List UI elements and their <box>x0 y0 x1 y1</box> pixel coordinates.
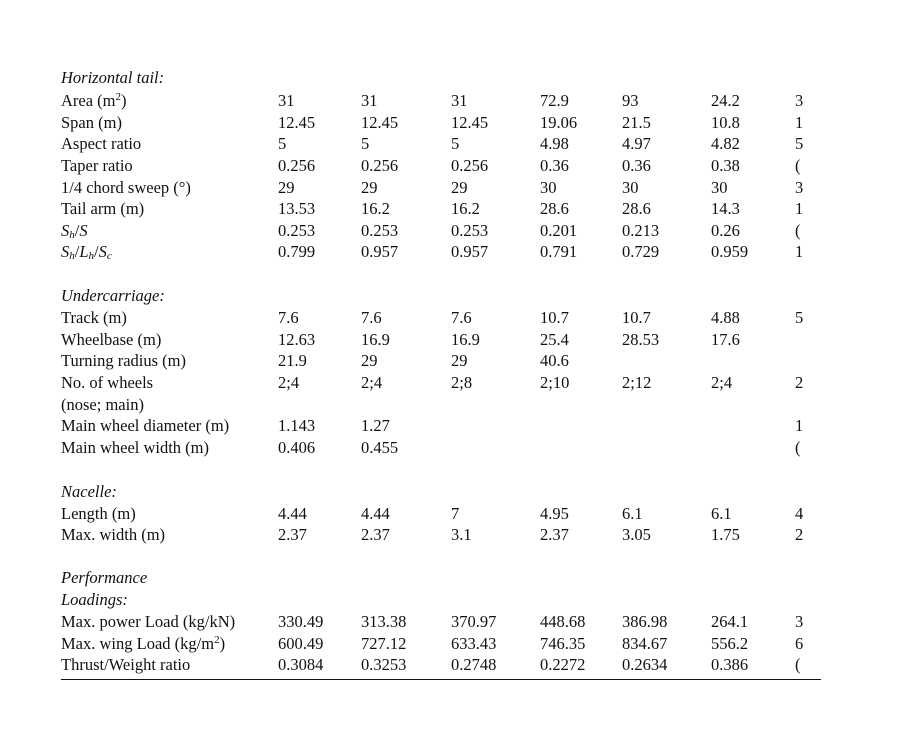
table-cell: 6 <box>795 634 804 653</box>
table-cell: ( <box>795 156 801 175</box>
table-cell: 93 <box>622 91 639 110</box>
table-row <box>0 133 900 155</box>
table-cell: 16.9 <box>451 330 480 349</box>
table-cell: 4.82 <box>711 134 740 153</box>
table-cell: 4.44 <box>361 504 390 523</box>
table-cell: 5 <box>361 134 370 153</box>
row-label: Max. width (m) <box>61 525 166 544</box>
table-row <box>0 372 900 394</box>
table-cell: 7.6 <box>361 308 382 327</box>
table-cell: 386.98 <box>622 612 668 631</box>
row-label: Turning radius (m) <box>61 351 186 370</box>
table-cell: 727.12 <box>361 634 407 653</box>
table-bottom-rule <box>61 679 821 680</box>
table-row <box>0 394 900 416</box>
table-row <box>0 155 900 177</box>
table-cell: 5 <box>795 134 804 153</box>
table-cell: 28.53 <box>622 330 660 349</box>
row-label: Max. power Load (kg/kN) <box>61 612 236 631</box>
row-label: Taper ratio <box>61 156 133 175</box>
table-cell: 17.6 <box>711 330 740 349</box>
table-cell: 0.2748 <box>451 655 497 674</box>
table-cell: 3 <box>795 612 804 631</box>
table-cell: 4.98 <box>540 134 569 153</box>
table-cell: 0.38 <box>711 156 740 175</box>
table-cell: 2;12 <box>622 373 652 392</box>
table-row <box>0 350 900 372</box>
row-label: (nose; main) <box>61 395 144 414</box>
row-label: Main wheel diameter (m) <box>61 416 230 435</box>
table-cell: 2.37 <box>361 525 390 544</box>
table-cell: 24.2 <box>711 91 740 110</box>
table-row <box>0 198 900 220</box>
row-label: Aspect ratio <box>61 134 142 153</box>
table-row <box>0 220 900 242</box>
table-cell: 0.36 <box>540 156 569 175</box>
table-cell: ( <box>795 221 801 240</box>
row-label-sh-s: Sh/S <box>61 221 88 241</box>
table-cell: 2 <box>795 373 804 392</box>
section-title-performance: Performance <box>61 568 148 587</box>
table-row <box>0 415 900 437</box>
row-label-wing-load: Max. wing Load $(kg/m^2)$ <box>61 634 226 653</box>
table-cell: 12.63 <box>278 330 316 349</box>
table-cell: 21.5 <box>622 113 651 132</box>
table-cell: 0.3084 <box>278 655 324 674</box>
table-cell: 448.68 <box>540 612 586 631</box>
table-cell: 3 <box>795 178 804 197</box>
table-cell: 264.1 <box>711 612 749 631</box>
table-cell: 5 <box>451 134 460 153</box>
table-cell: 72.9 <box>540 91 569 110</box>
table-cell: 0.799 <box>278 242 316 261</box>
table-cell: 31 <box>361 91 378 110</box>
table-cell: 1 <box>795 416 804 435</box>
table-cell: 2;8 <box>451 373 473 392</box>
table-cell: 330.49 <box>278 612 324 631</box>
table-cell: 0.256 <box>278 156 316 175</box>
section-title-nacelle: Nacelle: <box>61 482 117 501</box>
table-cell: 25.4 <box>540 330 569 349</box>
section-title-horizontal-tail: Horizontal tail: <box>61 68 165 87</box>
row-label: Tail arm (m) <box>61 199 145 218</box>
table-cell: 1.143 <box>278 416 316 435</box>
table-cell: 31 <box>278 91 295 110</box>
table-row <box>0 112 900 134</box>
row-label: Length (m) <box>61 504 136 523</box>
section-subtitle-loadings: Loadings: <box>61 590 128 609</box>
table-row <box>0 503 900 525</box>
table-cell: 29 <box>451 351 468 370</box>
row-label-sh-lh-sc: Sh/Lh/Sc <box>61 242 112 262</box>
table-row <box>0 633 900 655</box>
table-cell: 2;10 <box>540 373 570 392</box>
table-row <box>0 90 900 112</box>
table-cell: 12.45 <box>278 113 316 132</box>
table-cell: 7.6 <box>278 308 299 327</box>
table-cell: 12.45 <box>361 113 399 132</box>
table-cell: 5 <box>795 308 804 327</box>
table-cell: 0.791 <box>540 242 578 261</box>
table-cell: 746.35 <box>540 634 586 653</box>
row-label: Span (m) <box>61 113 122 132</box>
table-cell: 0.2272 <box>540 655 586 674</box>
table-cell: 633.43 <box>451 634 497 653</box>
table-cell: 16.2 <box>451 199 480 218</box>
table-row <box>0 329 900 351</box>
row-label: Main wheel width (m) <box>61 438 210 457</box>
table-cell: 0.253 <box>278 221 316 240</box>
table-cell: 4.95 <box>540 504 569 523</box>
table-cell: 16.2 <box>361 199 390 218</box>
table-cell: 28.6 <box>622 199 651 218</box>
table-cell: 14.3 <box>711 199 740 218</box>
table-cell: 0.253 <box>361 221 399 240</box>
table-row <box>0 307 900 329</box>
table-cell: 1 <box>795 113 804 132</box>
row-label-area: Area $(m^2)$ <box>61 91 127 110</box>
table-cell: 30 <box>711 178 728 197</box>
table-cell: ( <box>795 438 801 457</box>
table-cell: 1 <box>795 199 804 218</box>
table-cell: 0.3253 <box>361 655 407 674</box>
table-cell: 29 <box>361 351 378 370</box>
table-cell: 4 <box>795 504 804 523</box>
table-cell: 0.959 <box>711 242 749 261</box>
table-cell: 30 <box>540 178 557 197</box>
table-cell: 2.37 <box>540 525 569 544</box>
table-cell: 10.7 <box>622 308 651 327</box>
table-cell: 4.97 <box>622 134 651 153</box>
table-cell: 29 <box>278 178 295 197</box>
table-cell: 0.2634 <box>622 655 668 674</box>
section-title-undercarriage: Undercarriage: <box>61 286 165 305</box>
table-row <box>0 611 900 633</box>
table-cell: 1.27 <box>361 416 390 435</box>
row-label: Wheelbase (m) <box>61 330 162 349</box>
table-cell: 3.1 <box>451 525 472 544</box>
table-cell: 4.44 <box>278 504 307 523</box>
table-cell: 313.38 <box>361 612 407 631</box>
table-cell: 29 <box>451 178 468 197</box>
table-cell: 0.957 <box>451 242 489 261</box>
table-cell: ( <box>795 655 801 674</box>
table-row <box>0 524 900 546</box>
table-cell: 1.75 <box>711 525 740 544</box>
table-row <box>0 654 900 676</box>
table-cell: 6.1 <box>622 504 643 523</box>
table-cell: 7.6 <box>451 308 472 327</box>
table-cell: 12.45 <box>451 113 489 132</box>
row-label: 1/4 chord sweep (°) <box>61 178 191 197</box>
table-cell: 6.1 <box>711 504 732 523</box>
table-cell: 2.37 <box>278 525 307 544</box>
table-cell: 29 <box>361 178 378 197</box>
table-cell: 3.05 <box>622 525 651 544</box>
table-cell: 0.957 <box>361 242 399 261</box>
table-cell: 0.36 <box>622 156 651 175</box>
table-cell: 16.9 <box>361 330 390 349</box>
table-cell: 2 <box>795 525 804 544</box>
table-cell: 2;4 <box>361 373 383 392</box>
table-cell: 13.53 <box>278 199 316 218</box>
table-row <box>0 177 900 199</box>
row-label: Track (m) <box>61 308 127 327</box>
table-cell: 40.6 <box>540 351 569 370</box>
table-cell: 21.9 <box>278 351 307 370</box>
table-cell: 0.729 <box>622 242 660 261</box>
table-cell: 0.386 <box>711 655 749 674</box>
table-cell: 0.256 <box>361 156 399 175</box>
table-cell: 0.26 <box>711 221 740 240</box>
table-cell: 2;4 <box>278 373 300 392</box>
table-cell: 4.88 <box>711 308 740 327</box>
table-cell: 600.49 <box>278 634 324 653</box>
table-cell: 30 <box>622 178 639 197</box>
table-cell: 556.2 <box>711 634 749 653</box>
table-cell: 0.253 <box>451 221 489 240</box>
table-cell: 2;4 <box>711 373 733 392</box>
table-cell: 7 <box>451 504 460 523</box>
table-cell: 10.8 <box>711 113 740 132</box>
table-cell: 19.06 <box>540 113 578 132</box>
table-cell: 28.6 <box>540 199 569 218</box>
table-cell: 834.67 <box>622 634 668 653</box>
row-label: No. of wheels <box>61 373 154 392</box>
table-cell: 0.406 <box>278 438 316 457</box>
table-cell: 370.97 <box>451 612 497 631</box>
table-row <box>0 241 900 263</box>
table-row <box>0 437 900 459</box>
table-cell: 10.7 <box>540 308 569 327</box>
table-cell: 1 <box>795 242 804 261</box>
table-cell: 0.256 <box>451 156 489 175</box>
table-cell: 5 <box>278 134 287 153</box>
table-cell: 0.201 <box>540 221 578 240</box>
table-cell: 31 <box>451 91 468 110</box>
table-cell: 0.213 <box>622 221 660 240</box>
row-label: Thrust/Weight ratio <box>61 655 191 674</box>
table-cell: 3 <box>795 91 804 110</box>
table-cell: 0.455 <box>361 438 399 457</box>
